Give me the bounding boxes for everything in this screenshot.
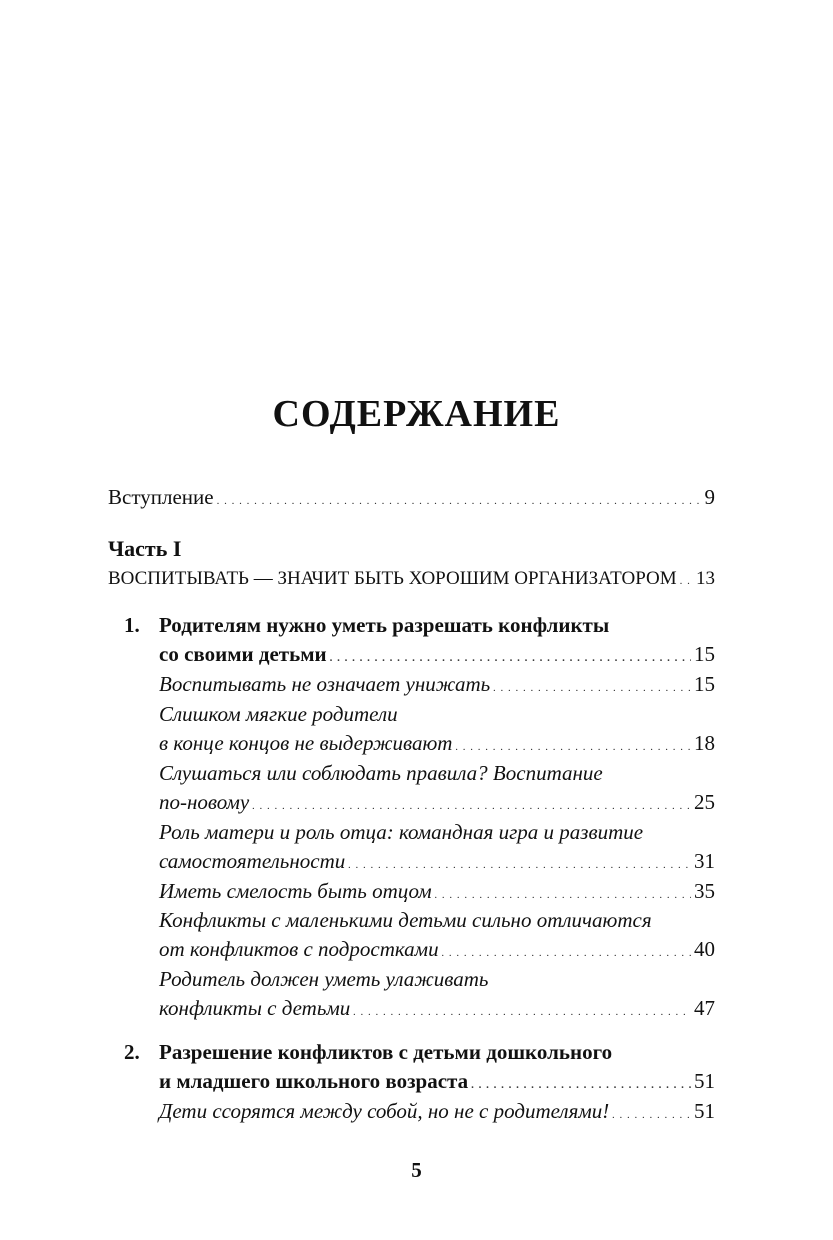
toc-page-number: 35 <box>694 879 715 903</box>
toc-entry-chapter1[interactable] <box>159 641 715 671</box>
toc-section[interactable] <box>159 1098 715 1128</box>
dot-leader <box>435 882 691 908</box>
dot-leader <box>348 852 691 878</box>
dot-leader <box>612 1102 691 1128</box>
section-title-line[interactable]: Роль матери и роль отца: командная игра и развитие <box>159 820 644 844</box>
toc-page-number: 13 <box>696 568 715 589</box>
toc-page-number: 40 <box>694 937 715 961</box>
toc-page-number: 51 <box>694 1099 715 1123</box>
dot-leader <box>680 568 693 594</box>
page-title: СОДЕРЖАНИЕ <box>272 393 561 435</box>
page-number: 5 <box>411 1158 422 1182</box>
section-title: конфликты с детьми <box>159 996 351 1020</box>
toc-page-number: 15 <box>694 642 715 666</box>
toc-entry-chapter2[interactable] <box>159 1068 715 1098</box>
part-subtitle: ВОСПИТЫВАТЬ — ЗНАЧИТ БЫТЬ ХОРОШИМ ОРГАНИЗАТОРОМ <box>108 568 677 589</box>
section-title: в конце концов не выдерживают <box>159 731 453 755</box>
chapter-title-line: со своими детьми <box>159 642 327 666</box>
toc-page-number: 9 <box>704 485 715 509</box>
dot-leader <box>471 1072 691 1098</box>
section-title: Дети ссорятся между собой, но не с родителями! <box>159 1099 610 1123</box>
toc-section[interactable] <box>159 789 715 819</box>
chapter-number: 2. <box>124 1040 140 1064</box>
toc-section[interactable] <box>159 878 715 908</box>
section-title: Иметь смелость быть отцом <box>159 879 432 903</box>
toc-page-number: 15 <box>694 672 715 696</box>
toc-entry-part1[interactable] <box>108 566 715 594</box>
section-title: Воспитывать не означает унижать <box>159 672 491 696</box>
dot-leader <box>493 675 691 701</box>
section-title-line[interactable]: Слушаться или соблюдать правила? Воспитание <box>159 761 603 785</box>
chapter-title-line[interactable]: Родителям нужно уметь разрешать конфликты <box>159 613 610 637</box>
chapter-number: 1. <box>124 613 140 637</box>
part-label: Часть I <box>108 536 182 561</box>
dot-leader <box>330 645 691 671</box>
dot-leader <box>252 793 691 819</box>
section-title: от конфликтов с подростками <box>159 937 439 961</box>
toc-page-number: 47 <box>694 996 715 1020</box>
toc-page-number: 18 <box>694 731 715 755</box>
toc-section[interactable] <box>159 995 715 1025</box>
toc-entry-title: Вступление <box>108 485 214 509</box>
toc-section[interactable] <box>159 730 715 760</box>
toc-page-number: 25 <box>694 790 715 814</box>
section-title: самостоятельности <box>159 849 346 873</box>
section-title-line[interactable]: Конфликты с маленькими детьми сильно отличаются <box>159 908 652 932</box>
toc-section[interactable] <box>159 936 715 966</box>
section-title-line[interactable]: Родитель должен уметь улаживать <box>159 967 489 991</box>
chapter-title-line[interactable]: Разрешение конфликтов с детьми дошкольного <box>159 1040 613 1064</box>
dot-leader <box>217 488 702 514</box>
section-title-line[interactable]: Слишком мягкие родители <box>159 702 398 726</box>
toc-entry-intro[interactable] <box>108 484 715 514</box>
toc-page-number: 51 <box>694 1069 715 1093</box>
dot-leader <box>455 734 691 760</box>
dot-leader <box>442 940 691 966</box>
chapter-title-line: и младшего школьного возраста <box>159 1069 469 1093</box>
toc-section[interactable] <box>159 671 715 701</box>
section-title: по-новому <box>159 790 250 814</box>
toc-page-number: 31 <box>694 849 715 873</box>
dot-leader <box>353 999 691 1025</box>
toc-section[interactable] <box>159 848 715 878</box>
